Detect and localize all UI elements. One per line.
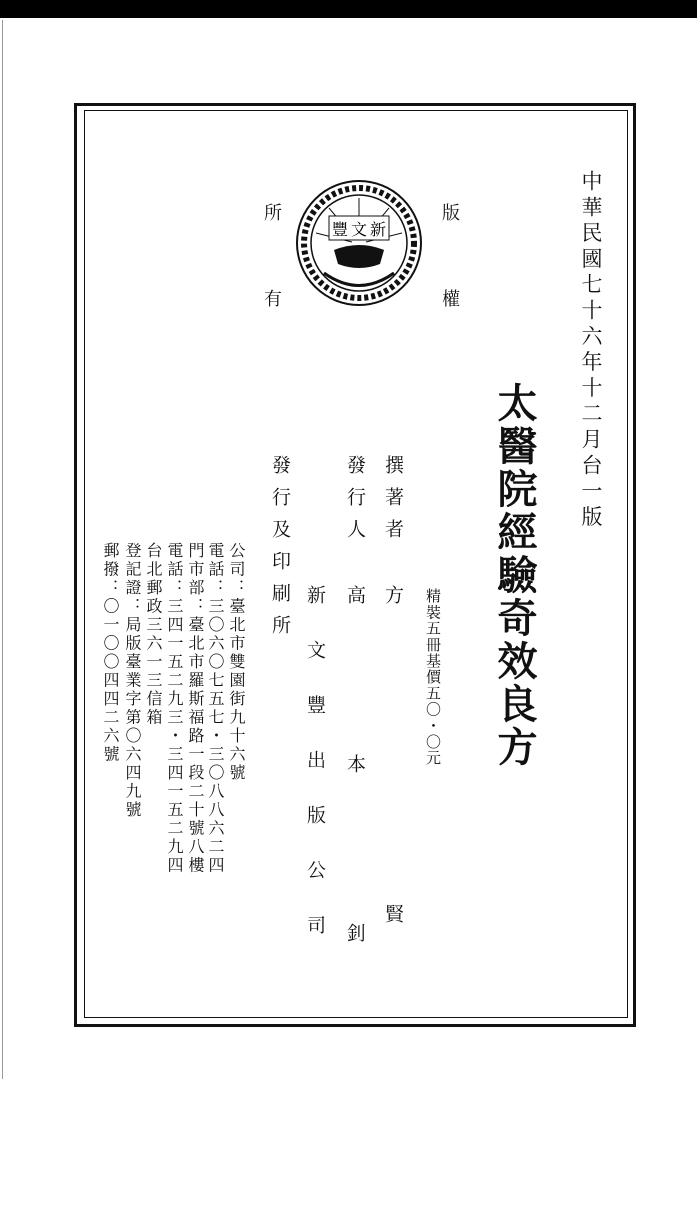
scan-top-rule [0,18,697,21]
address-line: 郵撥：〇一〇〇四四二六號 [101,542,120,764]
price-note: 精裝五冊基價五〇・〇元 [424,588,442,767]
seal-char-feng: 豐 [331,220,349,239]
seal-char-xin: 新 [369,220,387,239]
publisher-seal-logo [294,178,424,308]
credit-name-printer: 新文豐出版公司 [304,585,326,970]
rights-char-suo: 所 [261,203,282,221]
edition-date: 中華民國七十六年十二月台一版 [579,170,603,532]
address-line: 門市部：臺北市羅斯福路一段二十號八樓 [186,542,205,875]
address-line: 登記證：局版臺業字第〇六四九號 [123,542,142,820]
address-line: 電話：三〇六〇七五七・三〇八八六二四 [206,542,225,875]
scan-left-edge [2,20,3,1079]
address-line: 電話：三四一五二九三・三四一五二九四 [165,542,184,875]
rights-char-you: 有 [261,289,282,307]
scan-top-bar [0,0,697,18]
book-title: 太醫院經驗奇效良方 [491,382,538,769]
credit-role-printer: 發行及印刷所 [269,455,291,647]
address-line: 台北郵政三六一三信箱 [144,542,163,727]
credit-role-author: 撰著者 [382,455,404,551]
seal-char-wen: 文 [350,220,368,239]
credit-name-author: 方賢 [382,585,404,1223]
credit-role-publisher: 發行人 [344,455,366,551]
rights-char-ban: 版 [439,203,460,221]
address-line: 公司：臺北市雙園街九十六號 [227,542,246,783]
rights-char-quan: 權 [439,289,460,307]
credit-name-publisher: 高本釗 [344,585,366,1092]
